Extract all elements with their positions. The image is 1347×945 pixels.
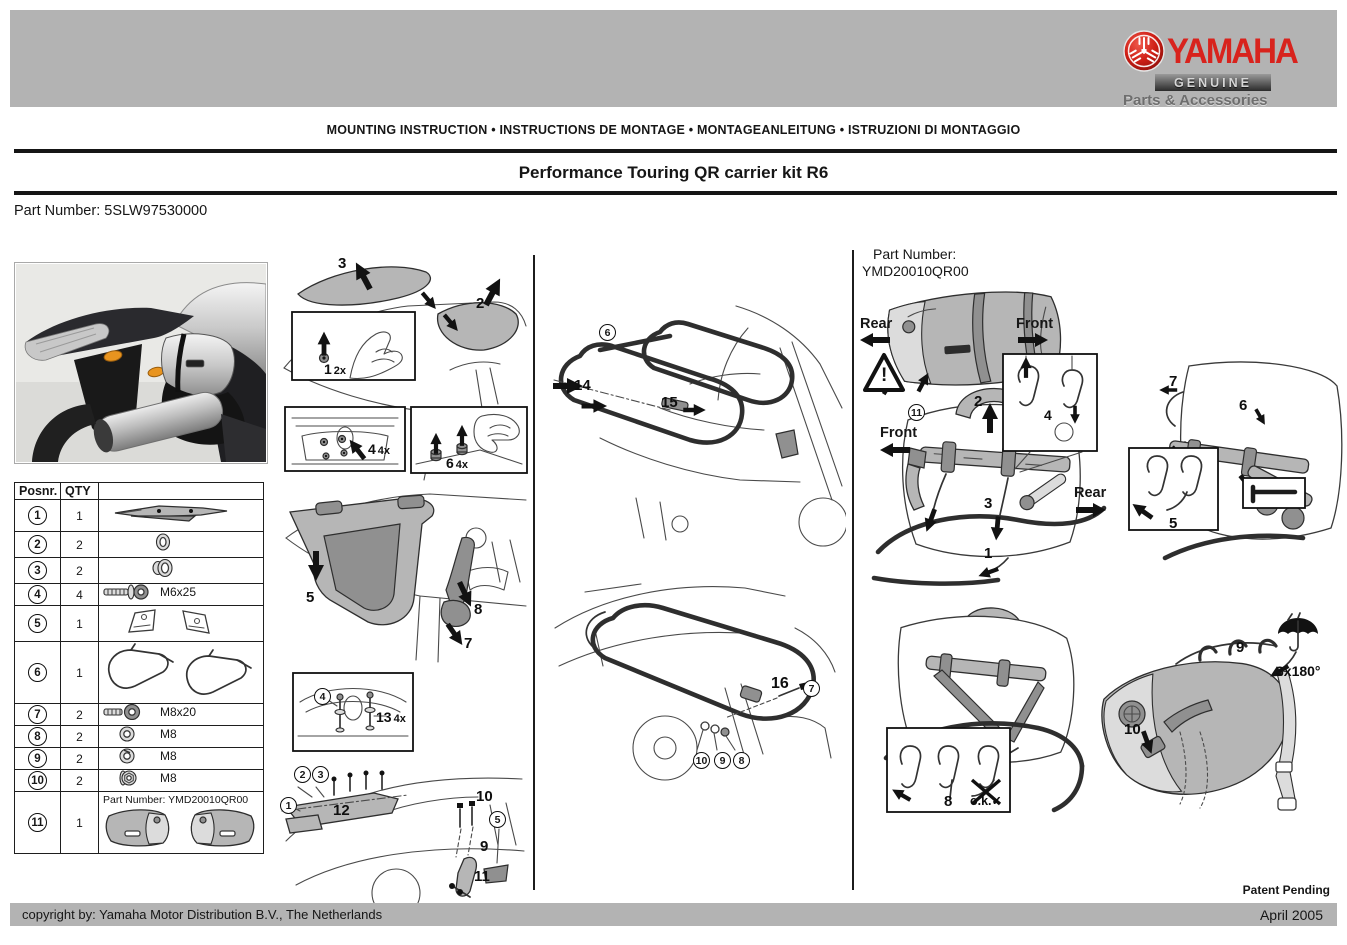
part-icon-bracket-pair [101,606,241,636]
step-label-13: 13 4x [376,709,406,725]
step-label-6: 6 4x [446,455,469,471]
panel-bag-mount [868,352,1118,587]
parts-table [14,482,264,854]
part-icon-grommet [101,532,231,552]
part-icon-qr-rail [101,500,251,526]
footer-bar [10,903,1337,926]
front-label: Front [880,425,918,441]
pos-badge-6: 6 [599,324,616,341]
step-label-4: 4 [1044,407,1052,423]
step-label-8: 8 [944,793,953,810]
panel-screw-inset [292,672,414,752]
date-text: April 2005 [1259,906,1323,923]
genuine-badge: GENUINE [1155,74,1271,91]
front-arrow [880,442,910,458]
panel-carrier-slide [540,288,846,554]
step-label-9: 9 [480,838,489,855]
pos-badge-2: 2 [294,766,311,783]
bracket-fit-illustration [280,478,528,664]
pos-badge: 2 [28,535,47,554]
page-title: Performance Touring QR carrier kit R6 [518,163,829,182]
part-spec: M8 [160,727,177,741]
part-spec: M8 [160,749,177,763]
rule-mid [14,191,1337,195]
table-row: 4 4 $^{M6x25}$ [15,584,264,606]
part-icon-spring-washer [101,748,153,764]
multilingual-header: MOUNTING INSTRUCTION • INSTRUCTIONS DE MONTAGE • MONTAGEANLEITUNG • ISTRUZIONI DI MONTAGGIO [326,123,1021,137]
step-label-4: 4 4x [368,441,391,457]
pos-badge-5: 5 [489,811,506,828]
step-label-9: 9 [1236,639,1245,656]
table-row: 2 2 [15,532,264,558]
accessory-part-number-value: YMD20010QR00 [862,263,969,279]
panel-strap-roll [1080,612,1347,817]
step-label-7: 7 [1169,373,1178,390]
step-label-10: 10 [476,788,493,805]
rear-label: Rear [1074,485,1107,501]
pos-badge: 3 [28,561,47,580]
step-label-12: 12 [333,802,350,819]
top-banner [10,10,1337,107]
pos-badge-11: 11 [908,404,925,421]
inset-box-rivet [292,312,415,380]
part-spec: M8x20 [160,705,197,719]
motorcycle-photo-illustration [16,264,266,462]
umbrella-icon [1278,613,1318,651]
part-icon-carrier-frames [101,642,259,698]
panel-carrier-bolt [545,568,845,802]
table-row: 10 2 $^{M8}$ [15,770,264,792]
inset-box-hooks [1003,354,1097,451]
grommet-fit-illustration [410,406,528,474]
front-label: Front [1016,316,1054,332]
step-label-6: 6 [1239,397,1248,414]
hook-clamp-left [941,442,956,473]
accessory-part-number [862,246,969,280]
table-row: 6 1 [15,642,264,704]
table-header-row [15,483,264,500]
pos-badge: 10 [28,771,47,790]
table-row: 7 2 $^{M8x20}$ [15,704,264,726]
pos-badge: 5 [28,614,47,633]
pos-badge-1: 1 [280,797,297,814]
col-posnr: Posnr. [15,483,61,500]
parts-accessories-tagline: Parts & Accessories [1123,92,1268,109]
step-label-5: 5 [306,589,315,606]
pos-badge-9: 9 [714,752,731,769]
table-row: 3 2 [15,558,264,584]
pos-badge-8: 8 [733,752,750,769]
bolts-10 [457,801,475,827]
column-divider-left [533,255,535,890]
pos-badge: 6 [28,663,47,682]
spacer-16 [740,685,763,703]
pos-badge-7: 7 [803,680,820,697]
pos-badge-10: 10 [693,752,710,769]
step-label-11: 11 [474,868,490,885]
pos-badge: 11 [28,813,47,832]
yamaha-wordmark: YAMAHA [1167,30,1297,71]
col-part [99,483,264,500]
part-icon-collar [101,558,231,578]
ok-label: o.k.✓ [970,794,1003,808]
bag-part-number-note: Part Number: YMD20010QR00 [103,794,249,806]
front-arrow [1018,332,1048,348]
rear-arrow [860,332,890,348]
carrier-slide-illustration [540,288,846,554]
panel-lower-assembly [278,745,528,905]
step-label-7: 7 [464,635,473,652]
arrow-seam-1 [418,289,440,312]
pos-badge: 8 [28,727,47,746]
step-label-14: 14 [574,377,591,394]
part-icon-soft-bags [101,806,259,848]
side-flap [776,430,798,458]
part-icon-flange-nut [101,770,153,786]
pos-badge: 1 [28,506,47,525]
accessory-part-number-label: Part Number: [873,246,957,262]
product-photo [14,262,268,464]
step-label-16: 16 [771,675,789,692]
step-label-3: 3 [984,495,993,512]
part-spec: M8 [160,771,177,785]
pos-badge: 9 [28,749,47,768]
panel-bracket-fit [280,478,528,664]
table-row: 9 2 $^{M8}$ [15,748,264,770]
turns-label: 3x180° [1276,663,1321,679]
bag-mount-illustration [868,352,1118,587]
rule-top [14,149,1337,153]
part-spec: M6x25 [160,585,197,599]
step-label-8: 8 [474,601,483,618]
pos-badge: 4 [28,585,47,604]
seat-bolts-illustration [284,406,406,472]
pos-badge: 7 [28,705,47,724]
panel-seat-bolts [284,406,406,472]
kit-part-number: Part Number: 5SLW97530000 [14,203,208,219]
column-divider-right [852,250,854,890]
patent-pending: Patent Pending [1242,883,1330,897]
step-label-15: 15 [661,394,678,411]
panel-hook-fit [1125,352,1347,564]
motorcycle-outline [555,584,835,780]
table-row: 11 1 Part Number: YMD20010QR00 [15,792,264,854]
step-label-1: 1 [984,545,993,562]
table-row: 8 2 $^{M8}$ [15,726,264,748]
pos-badge-3: 3 [312,766,329,783]
rear-label: Rear [860,316,893,332]
step-label-5: 5 [1169,515,1178,532]
step-label-2: 2 [476,295,485,312]
yamaha-brand-block [1123,30,1323,109]
step-label-2: 2 [974,393,983,410]
step-label-3: 3 [338,255,347,272]
carrier-tube [1165,536,1303,558]
pos-badge-4: 4 [314,688,331,705]
carrier-loop [593,605,814,718]
rear-arrow [1076,502,1106,518]
part-icon-washer [101,726,153,742]
part-icon-bolt-m6 [101,584,153,600]
yamaha-tuning-fork-icon [1123,30,1165,72]
step-label-10: 10 [1124,721,1141,738]
hook-fit-illustration [1125,352,1347,564]
table-row: 5 1 [15,606,264,642]
table-row: 1 1 [15,500,264,532]
strap-roll-illustration [1080,612,1347,817]
panel-grommet-fit [410,406,528,474]
step-label-1: 1 2x [324,361,347,377]
col-qty: QTY [61,483,99,500]
panel-hook-check [868,598,1093,838]
copyright-text: copyright by: Yamaha Motor Distribution B.V., The Netherlands [22,907,383,922]
warning-exclamation: ! [881,365,888,386]
part-icon-bolt-m8 [101,704,153,720]
